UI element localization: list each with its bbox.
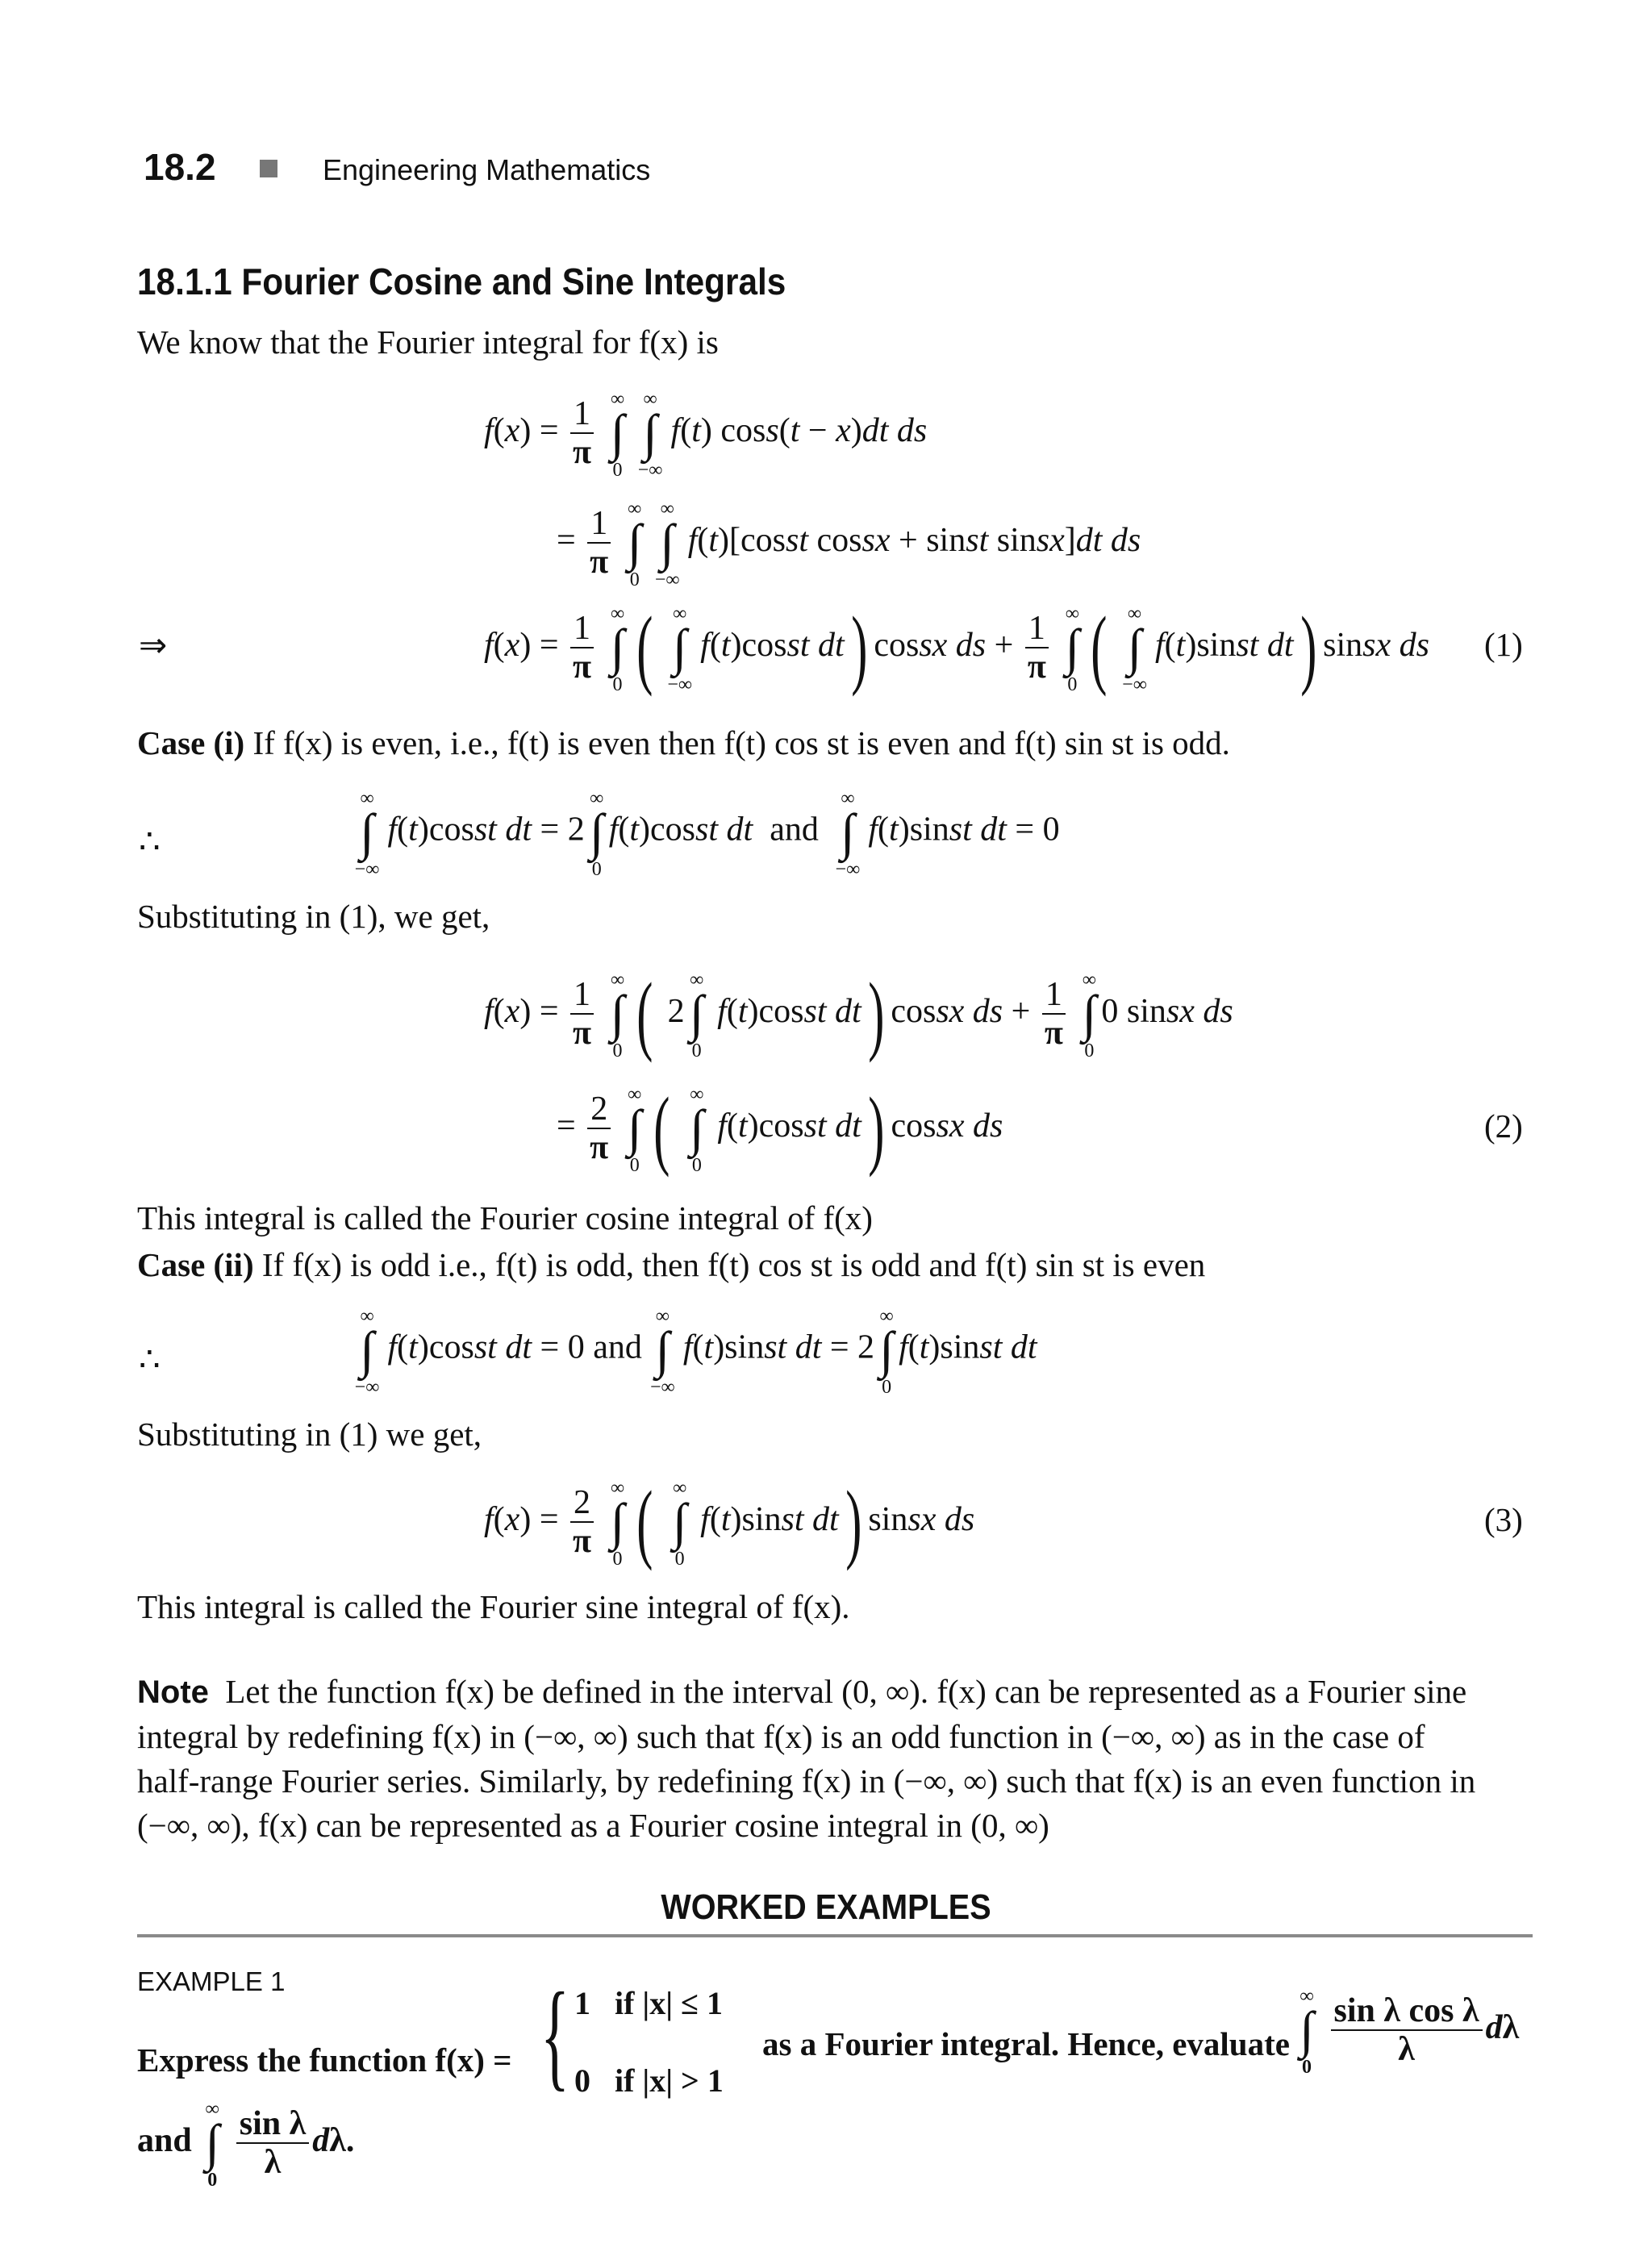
integral-sign: ∞ ∫ −∞ <box>654 498 680 591</box>
intro-text: We know that the Fourier integral for f(x) is <box>137 323 719 361</box>
case-1-equation: ∞ ∫ −∞ f(t)cosst dt = 2 ∞ ∫ 0 f(t)cosst dt and ∞ ∫ −∞ f(t)sinst dt = 0 <box>354 788 1060 880</box>
equation-number-2: (2) <box>1484 1107 1523 1145</box>
case-2-equation: ∞ ∫ −∞ f(t)cosst dt = 0 and ∞ ∫ −∞ f(t)sinst dt = 2 ∞ ∫ 0 f(t)sinst dt <box>354 1306 1037 1398</box>
equation-2b: = $\frac{2}{\pi}$ ∞ ∫ 0 ( ∞ ∫ 0 f(t)cosst dt) cossx ds <box>557 1079 1003 1178</box>
therefore-symbol: ∴ <box>139 1341 161 1378</box>
section-title: 18.1.1 Fourier Cosine and Sine Integrals <box>137 261 786 302</box>
fraction: $\frac{1}{\pi}$ <box>570 395 594 471</box>
piecewise-bottom: 0 if |x| > 1 <box>574 2062 724 2099</box>
integral-sign: ∞ ∫ 0 <box>627 498 642 591</box>
example-1-prefix: Express the function f(x) = <box>137 2041 512 2079</box>
equation-1a: f(x) = $\frac{1}{\pi}$ ∞ ∫ 0 ∞ ∫ −∞ f(t) coss(t − x)dt ds <box>484 389 928 482</box>
piecewise-top: 1 if |x| ≤ 1 <box>574 1985 724 2021</box>
book-title: Engineering Mathematics <box>323 153 651 186</box>
example-1-integral-2: and ∞ ∫ 0 $\frac{\text{sin λ}}{\lambda}$ dλ. <box>137 2099 355 2191</box>
substituting-text-1: Substituting in (1), we get, <box>137 898 490 935</box>
note-paragraph: Note Let the function f(x) be defined in the interval (0, ∞). f(x) can be represented as a Fourier sine integral by redefining f(x) in (−∞, ∞) such that f(x) is an odd function in (−∞, ∞) as in the case of half-range Fourier series. Similarly, by redefining f(x) in (−∞, ∞) such that f(x) is an even function in (−∞, ∞), f(x) can be represented as a Fourier cosine integral in (0, ∞) <box>137 1673 1476 1844</box>
equation-number-1: (1) <box>1484 626 1523 663</box>
brace-icon: { <box>540 1968 569 2102</box>
equation-1b: = $\frac{1}{\pi}$ ∞ ∫ 0 ∞ ∫ −∞ f(t)[cosst cossx + sinst sinsx]dt ds <box>557 498 1141 591</box>
fraction: $\frac{1}{\pi}$ <box>587 505 611 581</box>
example-1-middle: as a Fourier integral. Hence, evaluate <box>762 2025 1290 2062</box>
equation-2a: f(x) = $\frac{1}{\pi}$ ∞ ∫ 0 ( 2 ∞ ∫ 0 f(t)cosst dt) cossx ds + $\frac{1}{\pi}$ ∞ ∫ 0 0 sinsx ds <box>484 965 1233 1064</box>
equation-1c: f(x) = $\frac{1}{\pi}$ ∞ ∫ 0 ( ∞ ∫ −∞ f(t)cosst dt) cossx ds + $\frac{1}{\pi}$ ∞ ∫ 0 ( ∞ ∫ −∞ f(t)sinst dt) sinsx ds <box>484 598 1430 698</box>
equation-3: f(x) = $\frac{2}{\pi}$ ∞ ∫ 0 ( ∞ ∫ 0 f(t)sinst dt) sinsx ds <box>484 1473 975 1572</box>
cosine-integral-note: This integral is called the Fourier cosine integral of f(x) <box>137 1199 873 1236</box>
case-1-text: Case (i) If f(x) is even, i.e., f(t) is even then f(t) cos st is even and f(t) sin st is odd. <box>137 724 1230 761</box>
equation-number-3: (3) <box>1484 1501 1523 1538</box>
case-2-text: Case (ii) If f(x) is odd i.e., f(t) is odd, then f(t) cos st is odd and f(t) sin st is even <box>137 1246 1206 1283</box>
note-label: Note <box>137 1674 209 1710</box>
sine-integral-note: This integral is called the Fourier sine integral of f(x). <box>137 1588 850 1625</box>
page-number: 18.2 <box>144 146 216 188</box>
integral-sign: ∞ ∫ −∞ <box>637 389 663 482</box>
therefore-symbol: ∴ <box>139 824 161 861</box>
header-square-icon <box>260 160 277 177</box>
example-1-label: EXAMPLE 1 <box>137 1966 286 1996</box>
section-divider <box>137 1934 1533 1937</box>
worked-examples-heading: WORKED EXAMPLES <box>661 1887 991 1927</box>
integral-sign: ∞ ∫ 0 <box>610 389 625 482</box>
implies-symbol: ⇒ <box>139 628 168 665</box>
substituting-text-2: Substituting in (1) we get, <box>137 1416 482 1453</box>
example-1-integral-1: ∞ ∫ 0 $\frac{\text{sin λ cos λ}}{\lambda}$ dλ <box>1299 1986 1520 2079</box>
